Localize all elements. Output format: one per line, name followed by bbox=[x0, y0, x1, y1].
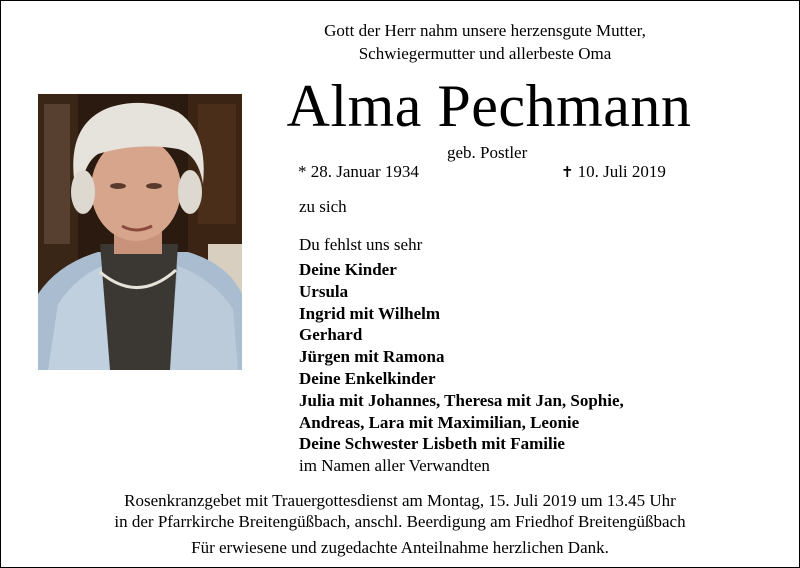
thanks-line: Für erwiesene und zugedachte Anteilnahme herzlichen Dank. bbox=[191, 538, 609, 557]
mourner-line: Deine Schwester Lisbeth mit Familie bbox=[299, 434, 565, 454]
mourners-list bbox=[299, 259, 624, 477]
mourner-line: Ursula bbox=[299, 281, 349, 301]
intro-line-2: Schwiegermutter und allerbeste Oma bbox=[358, 44, 612, 63]
mourner-line: Julia mit Johannes, Theresa mit Jan, Sophie, bbox=[299, 390, 624, 410]
service-info-line-2: in der Pfarrkirche Breitengüßbach, anschl. Beerdigung am Friedhof Breitengüßbach bbox=[114, 512, 686, 531]
birth-name: geb. Postler bbox=[447, 143, 528, 162]
service-info-line-1: Rosenkranzgebet mit Trauergottesdienst am Montag, 15. Juli 2019 um 13.45 Uhr bbox=[124, 491, 676, 510]
portrait-photo bbox=[38, 94, 242, 370]
intro-line-1: Gott der Herr nahm unsere herzensgute Mutter, bbox=[324, 21, 646, 40]
death-date: 10. Juli 2019 bbox=[577, 162, 666, 181]
birth-date: * 28. Januar 1934 bbox=[298, 162, 419, 181]
cross-icon: ✝ bbox=[561, 163, 574, 181]
mourner-line: Gerhard bbox=[299, 325, 363, 345]
miss-you-text: Du fehlst uns sehr bbox=[299, 235, 423, 254]
mourner-line: Deine Enkelkinder bbox=[299, 368, 436, 388]
mourner-line: Jürgen mit Ramona bbox=[299, 347, 445, 367]
zu-sich-text: zu sich bbox=[299, 197, 347, 216]
mourner-line: Deine Kinder bbox=[299, 260, 397, 279]
mourner-line: Andreas, Lara mit Maximilian, Leonie bbox=[299, 412, 580, 432]
deceased-name: Alma Pechmann bbox=[286, 73, 692, 139]
death-date-line bbox=[561, 162, 666, 182]
mourner-line: im Namen aller Verwandten bbox=[299, 456, 490, 476]
mourner-line: Ingrid mit Wilhelm bbox=[299, 303, 441, 323]
